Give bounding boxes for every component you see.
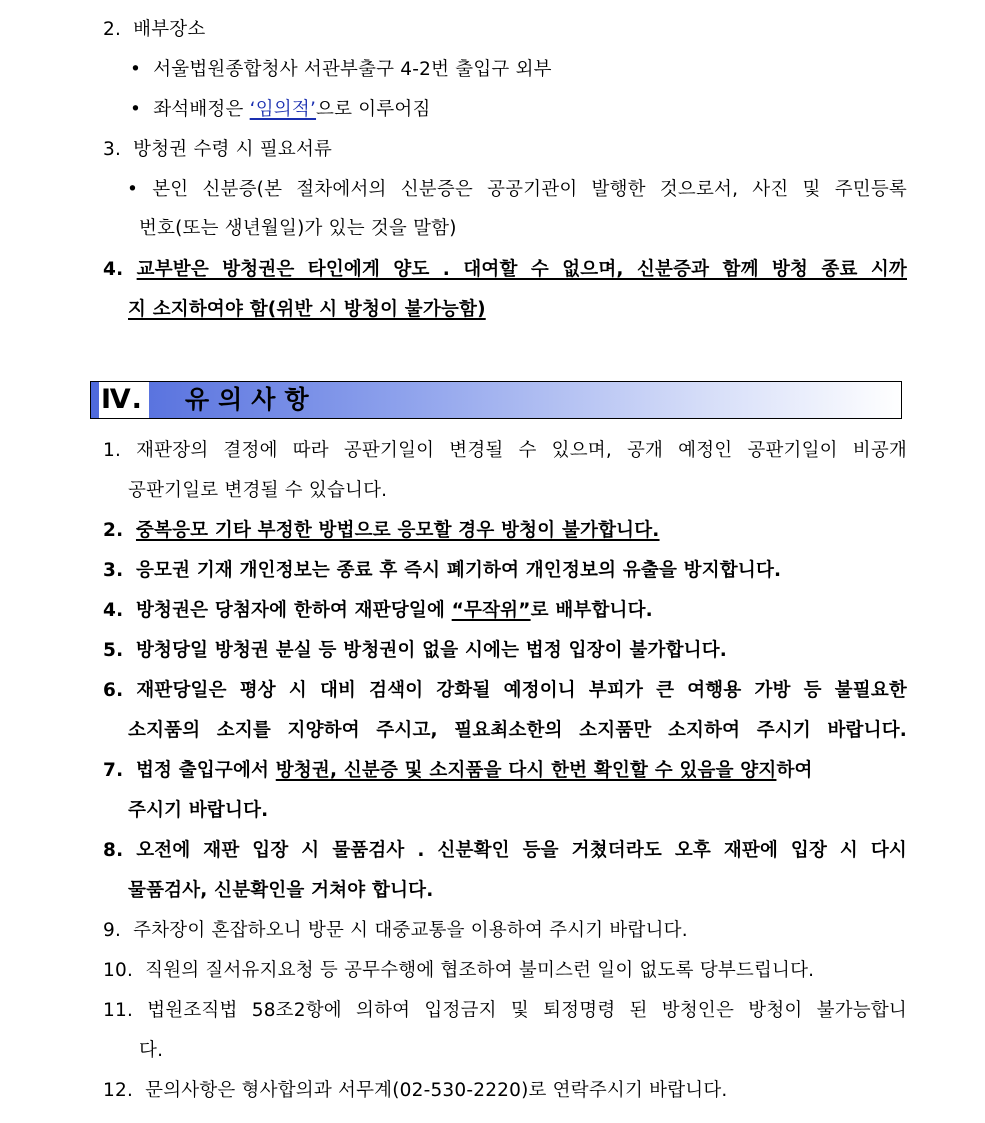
note-6-text-1: 재판당일은 평상 시 대비 검색이 강화될 예정이니 부피가 큰 여행용 가방 등 불필요한 — [136, 680, 907, 701]
bullet-seating-pre: 좌석배정은 — [153, 99, 250, 120]
note-6-line1 — [103, 679, 907, 703]
note-1-text-2: 공판기일로 변경될 수 있습니다. — [128, 480, 388, 501]
note-10 — [103, 959, 814, 983]
note-8-text-1: 오전에 재판 입장 시 물품검사 . 신분확인 등을 거쳤더라도 오후 재판에 입장 시 다시 — [136, 840, 907, 861]
note-10-text: 직원의 질서유지요청 등 공무수행에 협조하여 불미스런 일이 없도록 당부드립니다. — [145, 960, 815, 981]
note-6-number: 6. — [103, 680, 124, 701]
item-3 — [103, 138, 332, 162]
item-4-line1 — [103, 258, 907, 282]
item-2-title: 배부장소 — [133, 19, 206, 40]
item-2 — [103, 18, 205, 42]
item-4-text-1: 교부받은 방청권은 타인에게 양도 . 대여할 수 없으며, 신분증과 함께 방청 종료 시까 — [136, 259, 907, 280]
note-7-number: 7. — [103, 760, 124, 781]
bullet-icon: • — [130, 99, 142, 120]
note-8-line2 — [128, 879, 433, 903]
note-4 — [103, 599, 653, 623]
item-4-number: 4. — [103, 259, 124, 280]
note-11-text-1: 법원조직법 58조2항에 의하여 입정금지 및 퇴정명령 된 방청인은 방청이 불가능합니 — [147, 1000, 907, 1021]
note-1-text-1: 재판장의 결정에 따라 공판기일이 변경될 수 있으며, 공개 예정인 공판기일이 비공개 — [136, 440, 907, 461]
note-4-pre: 방청권은 당첨자에 한하여 재판당일에 — [135, 600, 452, 621]
note-6-text-2: 소지품의 소지를 지양하여 주시고, 필요최소한의 소지품만 소지하여 주시기 바랍니다. — [128, 720, 907, 741]
note-7-pre: 법정 출입구에서 — [135, 760, 276, 781]
note-7-text-2: 주시기 바랍니다. — [128, 800, 269, 821]
item-2-number: 2. — [103, 19, 122, 40]
item-4-text-2: 지 소지하여야 함(위반 시 방청이 불가능함) — [128, 299, 486, 320]
note-7-post: 하여 — [776, 760, 813, 781]
note-10-number: 10. — [103, 960, 134, 981]
item-3-number: 3. — [103, 139, 122, 160]
note-11-line2 — [139, 1039, 163, 1063]
note-3-number: 3. — [103, 560, 124, 581]
note-2-number: 2. — [103, 520, 124, 541]
item-4-line2 — [128, 298, 486, 322]
note-12-number: 12. — [103, 1080, 134, 1101]
item-3-title: 방청권 수령 시 필요서류 — [133, 139, 333, 160]
note-2-text: 중복응모 기타 부정한 방법으로 응모할 경우 방청이 불가합니다. — [135, 520, 660, 541]
note-7-line2 — [128, 799, 268, 823]
note-8-text-2: 물품검사, 신분확인을 거쳐야 합니다. — [128, 880, 434, 901]
section-title: 유의사항 — [185, 385, 318, 414]
note-12-text: 문의사항은 형사합의과 서무계(02-530-2220)로 연락주시기 바랍니다. — [145, 1080, 728, 1101]
note-9-text: 주차장이 혼잡하오니 방문 시 대중교통을 이용하여 주시기 바랍니다. — [133, 920, 688, 941]
section-number: Ⅳ. — [99, 382, 149, 418]
bullet-location — [130, 58, 552, 82]
bullet-location-text: 서울법원종합청사 서관부출구 4-2번 출입구 외부 — [153, 59, 552, 80]
note-5 — [103, 639, 727, 663]
note-7-line1 — [103, 759, 813, 783]
section-header — [90, 381, 902, 419]
note-6-line2 — [128, 719, 907, 743]
note-12 — [103, 1079, 727, 1103]
note-5-number: 5. — [103, 640, 124, 661]
note-1-number: 1. — [103, 440, 122, 461]
bullet-seating-post: 으로 이루어짐 — [316, 99, 431, 120]
note-9-number: 9. — [103, 920, 122, 941]
note-11-number: 11. — [103, 1000, 134, 1021]
bullet-icon: • — [130, 59, 142, 80]
note-1-line1 — [103, 439, 907, 463]
note-3-text: 응모권 기재 개인정보는 종료 후 즉시 폐기하여 개인정보의 유출을 방지합니다. — [135, 560, 782, 581]
bullet-icon: • — [127, 179, 139, 200]
bullet-id-text-1: 본인 신분증(본 절차에서의 신분증은 공공기관이 발행한 것으로서, 사진 및 주민등록 — [152, 179, 907, 200]
bullet-id-line1 — [127, 178, 907, 202]
note-8-line1 — [103, 839, 907, 863]
note-11-line1 — [103, 999, 907, 1023]
bullet-seating — [130, 98, 431, 122]
note-11-text-2: 다. — [139, 1040, 164, 1061]
bullet-id-line2 — [139, 217, 457, 241]
note-1-line2 — [128, 479, 387, 503]
note-7-underlined: 방청권, 신분증 및 소지품을 다시 한번 확인할 수 있음을 양지 — [275, 760, 777, 781]
note-4-number: 4. — [103, 600, 124, 621]
note-5-text: 방청당일 방청권 분실 등 방청권이 없을 시에는 법정 입장이 불가합니다. — [135, 640, 728, 661]
note-2 — [103, 519, 660, 543]
seating-link[interactable]: ‘임의적’ — [249, 99, 317, 120]
note-8-number: 8. — [103, 840, 124, 861]
note-4-post: 로 배부합니다. — [530, 600, 653, 621]
note-4-random: “무작위” — [451, 600, 531, 621]
note-9 — [103, 919, 688, 943]
note-3 — [103, 559, 781, 583]
bullet-id-text-2: 번호(또는 생년월일)가 있는 것을 말함) — [139, 218, 457, 239]
